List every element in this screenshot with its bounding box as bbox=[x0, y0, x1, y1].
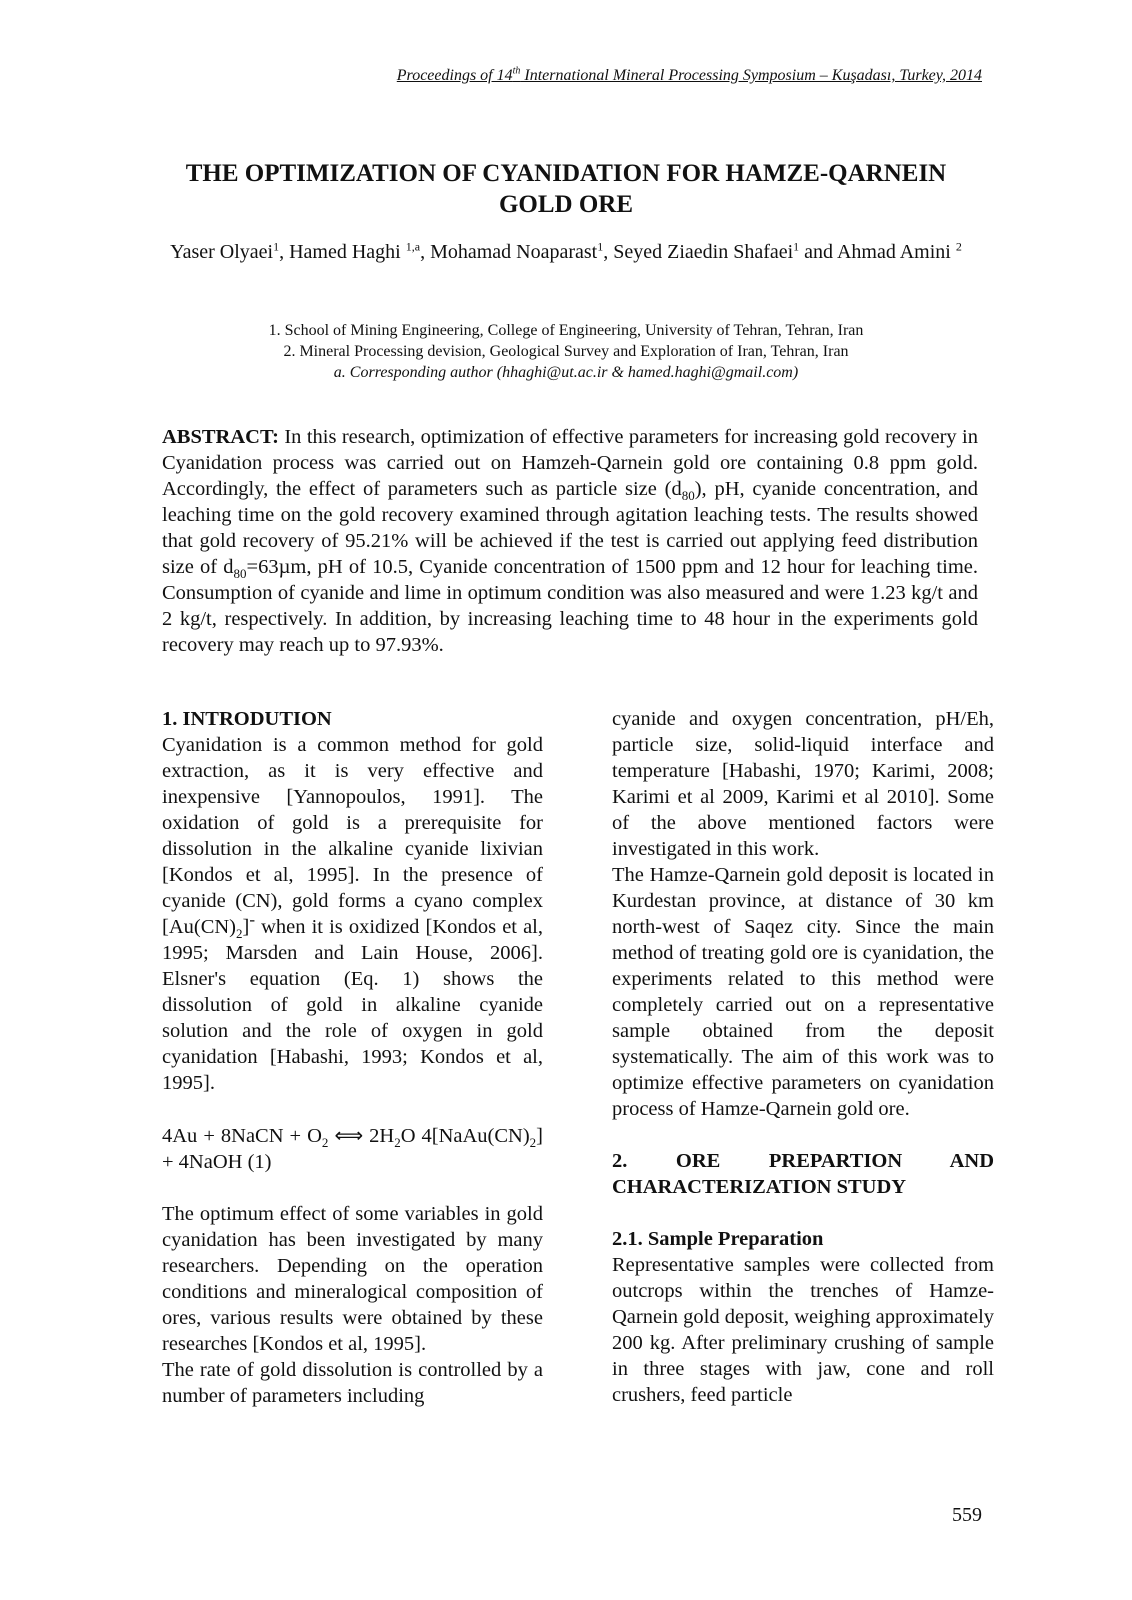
header-text-rest: International Mineral Processing Symposium – Kuşadası, Turkey, 2014 bbox=[520, 67, 982, 84]
abstract-text: In this research, optimization of effective parameters for increasing gold recovery in Cyanidation process was carried out on Hamzeh-Qarnein gold ore containing 0.8 ppm gold. Accordingly, the effect of parameters such as particle size (d bbox=[162, 426, 978, 500]
intro-paragraph-3: The rate of gold dissolution is controlled by a number of parameters including bbox=[162, 1359, 543, 1407]
intro-paragraph-1 bbox=[162, 732, 543, 1096]
subsection-heading-sample-preparation: 2.1. Sample Preparation bbox=[612, 1228, 824, 1250]
right-column bbox=[612, 706, 994, 1408]
intro-paragraph-5: The Hamze-Qarnein gold deposit is located in Kurdestan province, at distance of 30 km north-west of Saqez city. Since the main method of treating gold ore is cyanidation, the experiments related to this method were completely carried out on a representative sample obtained from the deposit systematically. The aim of this work was to optimize effective parameters on cyanidation process of Hamze-Qarnein gold ore. bbox=[612, 864, 994, 1120]
author-list bbox=[170, 240, 962, 265]
intro-paragraph-4: cyanide and oxygen concentration, pH/Eh, particle size, solid-liquid interface and temperature [Habashi, 1970; Karimi, 2008; Karimi et al 2009, Karimi et al 2010]. Some of the above mentioned factors were investigated in this work. bbox=[612, 708, 994, 860]
double-arrow-icon: ⟺ bbox=[334, 1123, 364, 1147]
spacer bbox=[612, 1122, 994, 1148]
abstract-label: ABSTRACT: bbox=[162, 426, 279, 448]
header-superscript: th bbox=[512, 65, 521, 77]
spacer bbox=[612, 1200, 994, 1226]
text: when it is oxidized [Kondos et al, 1995; Marsden and Lain House, 2006]. Elsner's equation (Eq. 1) shows the dissolution of gold in alkaline cyanide solution and the role of oxygen in gold cyanidation [Habashi, 1993; Kondos et al, 1995]. bbox=[162, 916, 543, 1094]
author: and Ahmad Amini bbox=[799, 241, 956, 263]
paper-title: THE OPTIMIZATION OF CYANIDATION FOR HAMZE-QARNEIN GOLD ORE bbox=[185, 160, 947, 218]
author-affil-mark: 1 bbox=[597, 239, 604, 254]
abstract-text: ), pH, cyanide concentration, and leaching time on the gold recovery examined through agitation leaching tests. The results showed that gold recovery of 95.21% will be achieved if the test is carried out applying feed distribution size of d bbox=[162, 478, 978, 578]
header-text: Proceedings of 14 bbox=[396, 67, 513, 84]
author-affil-mark: 1 bbox=[793, 239, 800, 254]
author: , Hamed Haghi bbox=[279, 241, 406, 263]
subscript: 80 bbox=[681, 488, 695, 504]
subscript: 2 bbox=[394, 1135, 401, 1151]
affiliation-1: 1. School of Mining Engineering, College of Engineering, University of Tehran, Tehran, Iran bbox=[268, 322, 864, 339]
subscript: 80 bbox=[233, 566, 247, 582]
page-number: 559 bbox=[952, 1504, 982, 1526]
sample-prep-paragraph: Representative samples were collected from outcrops within the trenches of Hamze-Qarnein gold deposit, weighing approximately 200 kg. After preliminary crushing of sample in three stages with jaw, cone and roll crushers, feed particle bbox=[612, 1254, 995, 1406]
subscript: 2 bbox=[236, 926, 243, 942]
affiliation-2: 2. Mineral Processing devision, Geological Survey and Exploration of Iran, Tehran, Iran bbox=[283, 343, 849, 360]
text: ] bbox=[242, 916, 250, 938]
abstract bbox=[162, 424, 978, 658]
superscript: - bbox=[249, 910, 256, 930]
equation-text: 2H bbox=[363, 1125, 395, 1147]
author-affil-mark: 1,a bbox=[405, 239, 421, 254]
author-affil-mark: 1 bbox=[273, 239, 280, 254]
equation-1 bbox=[162, 1122, 543, 1175]
corresponding-author: a. Corresponding author (hhaghi@ut.ac.ir & hamed.haghi@gmail.com) bbox=[333, 364, 799, 381]
abstract-text: =63µm, pH of 10.5, Cyanide concentration of 1500 ppm and 12 hour for leaching time. Consumption of cyanide and lime in optimum condition was also measured and were 1.23 kg/t and 2 kg/t, respectively. In addition, by increasing leaching time to 48 hour in the experiments gold recovery may reach up to 97.93%. bbox=[162, 556, 978, 656]
author: Yaser Olyaei bbox=[170, 241, 274, 263]
spacer bbox=[162, 1175, 543, 1201]
intro-paragraph-2: The optimum effect of some variables in gold cyanidation has been investigated by many researchers. Depending on the operation conditions and mineralogical composition of ores, various results were obtained by these researches [Kondos et al, 1995]. bbox=[162, 1203, 543, 1355]
equation-text: 4Au + 8NaCN + O bbox=[162, 1125, 322, 1147]
equation-text: ] + 4NaOH (1) bbox=[162, 1125, 543, 1173]
spacer bbox=[162, 1096, 543, 1122]
section-heading-ore-preparation: 2. ORE PREPARTION AND CHARACTERIZATION STUDY bbox=[612, 1150, 994, 1198]
subscript: 2 bbox=[529, 1135, 537, 1151]
author: , Seyed Ziaedin Shafaei bbox=[603, 241, 794, 263]
author-affil-mark: 2 bbox=[955, 239, 962, 254]
equation-text: O 4[NaAu(CN) bbox=[400, 1125, 530, 1147]
text: Cyanidation is a common method for gold extraction, as it is very effective and inexpensive [Yannopoulos, 1991]. The oxidation of gold is a prerequisite for dissolution in the alkaline cyanide lixivian [Kondos et al, 1995]. In the presence of cyanide (CN), gold forms a cyano complex [Au(CN) bbox=[162, 734, 543, 938]
author: , Mohamad Noaparast bbox=[420, 241, 598, 263]
left-column bbox=[162, 706, 543, 1409]
subscript: 2 bbox=[321, 1135, 329, 1151]
running-header bbox=[222, 66, 982, 86]
section-heading-introduction: 1. INTRODUTION bbox=[162, 708, 332, 730]
affiliations bbox=[150, 320, 982, 383]
